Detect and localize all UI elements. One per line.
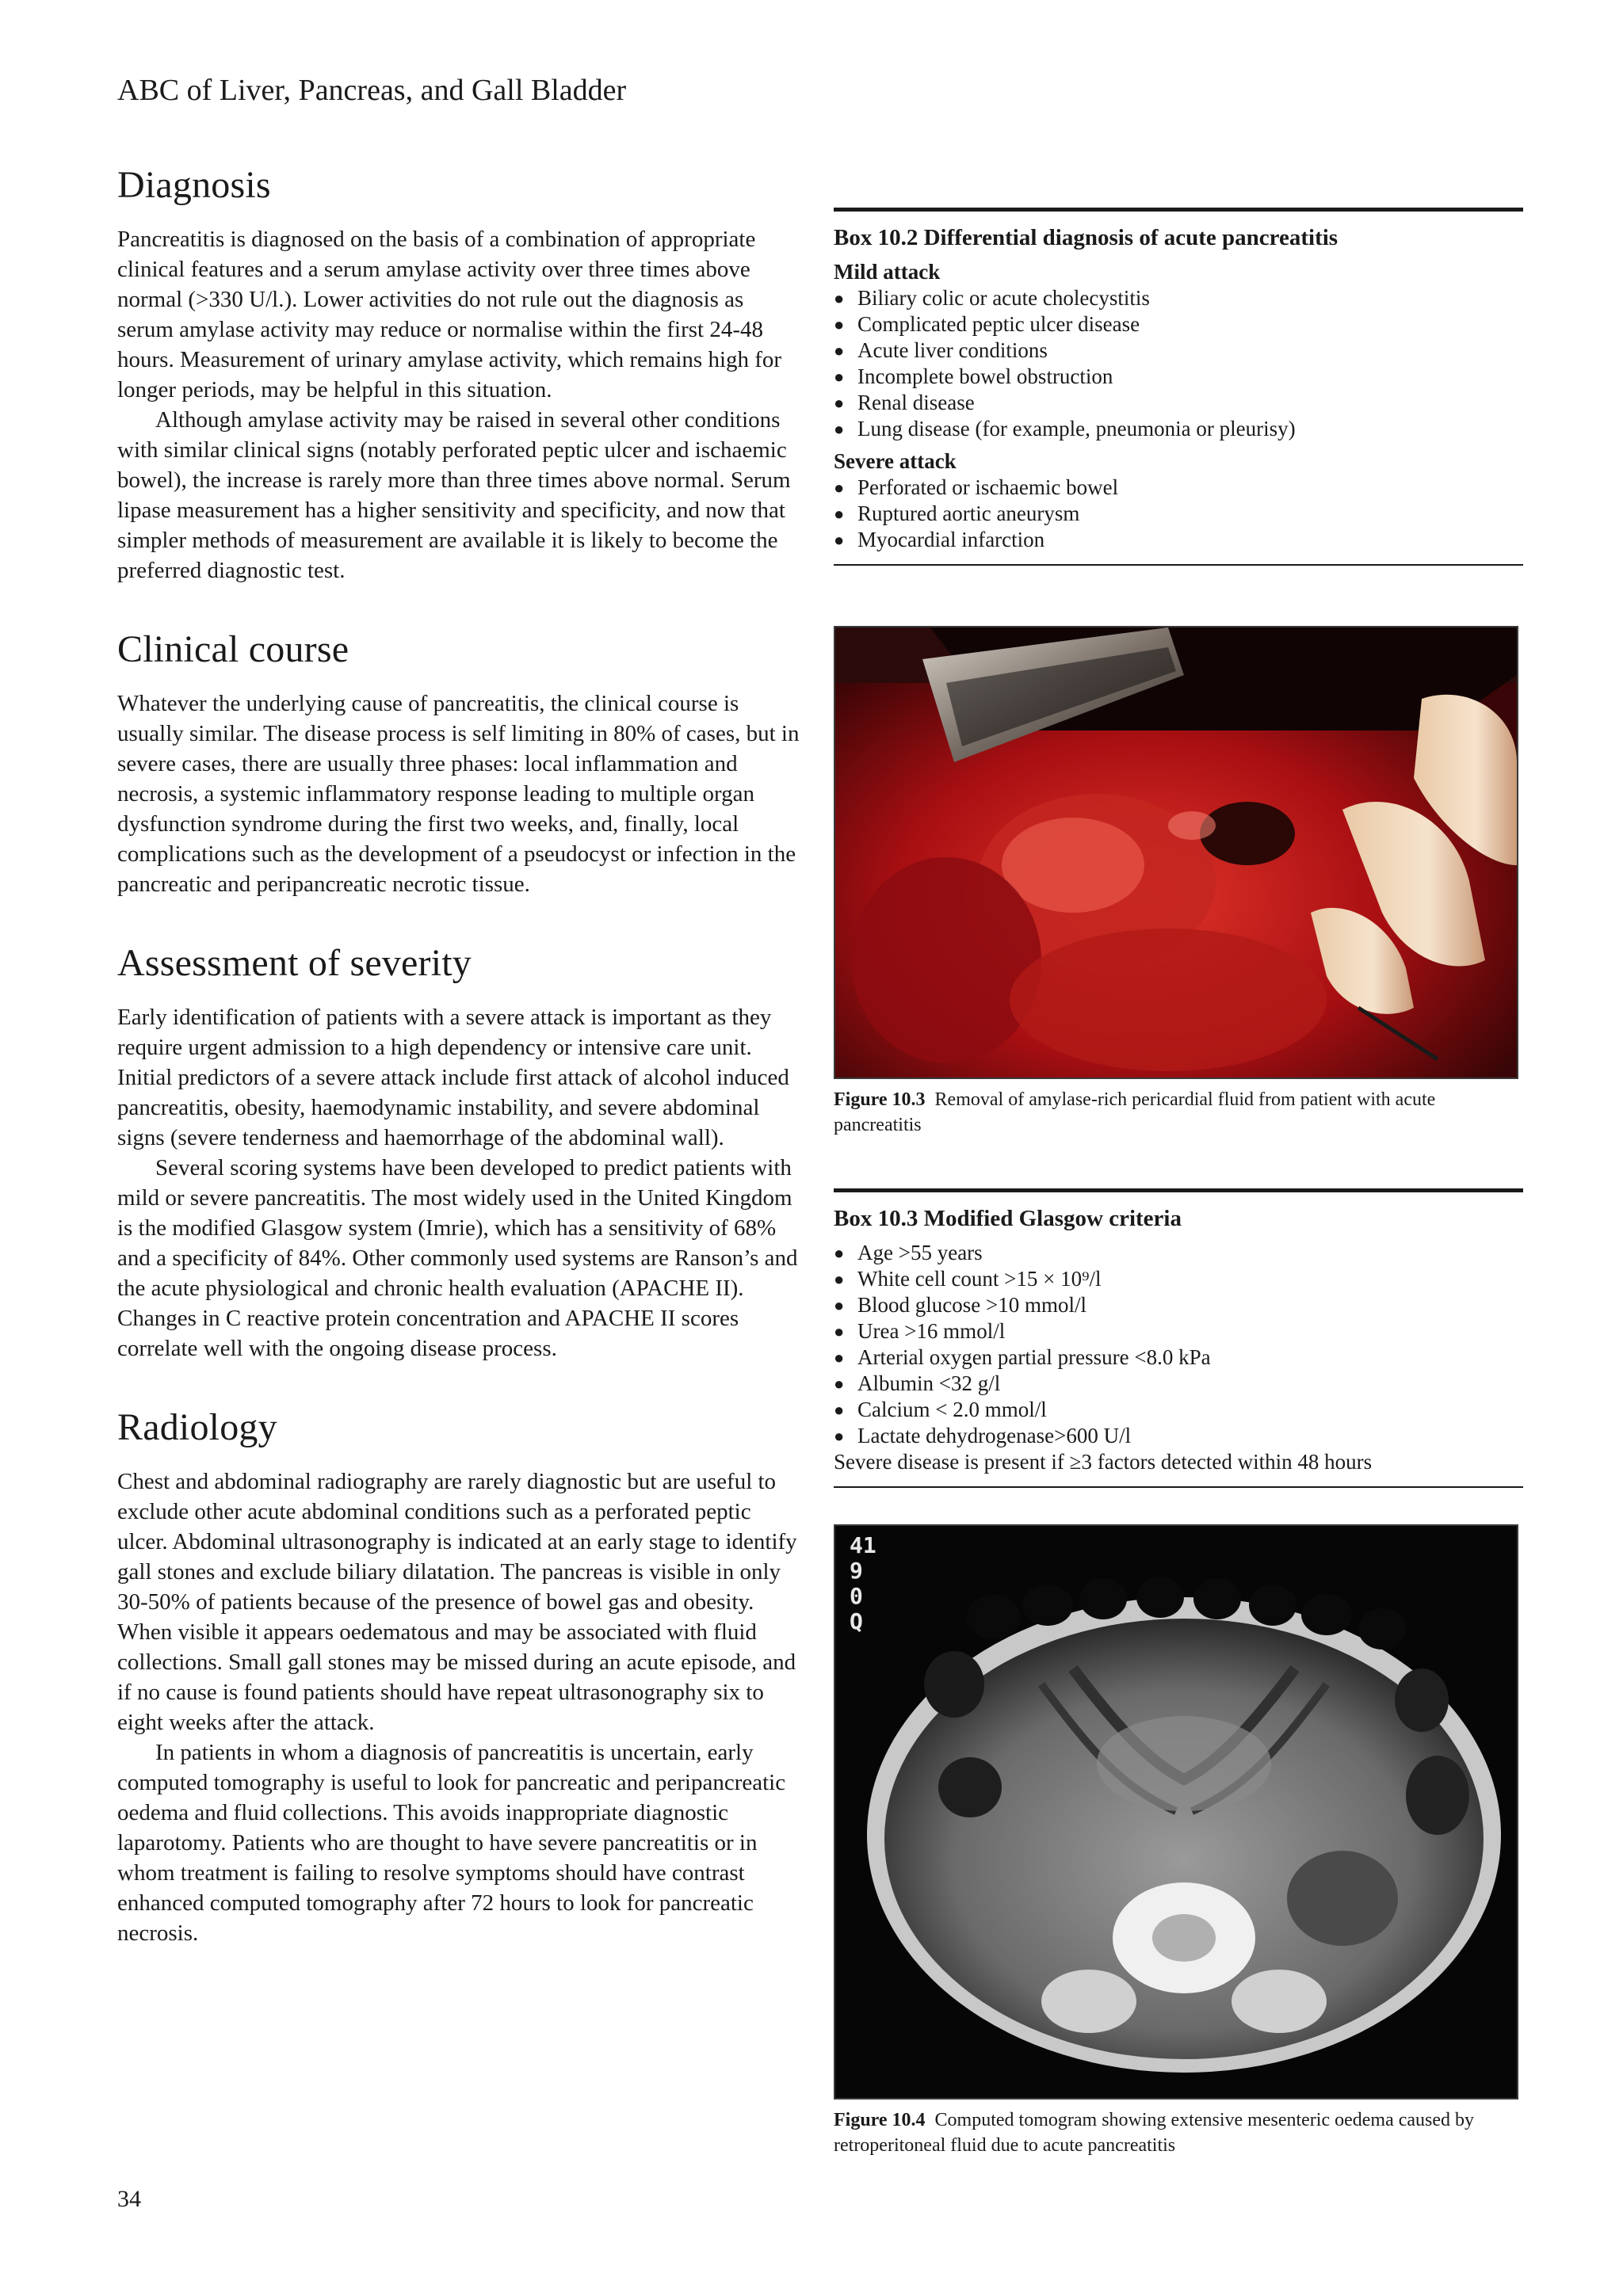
paragraph: Chest and abdominal radiography are rarely diagnostic but are useful to exclude other acute abdominal conditions such as a perforated peptic ulcer. Abdominal ultrasonography is indicated at an early stage to identify gall stones and exclude biliary dilatation. The pancreas is visible in only 30-50% of patients because of the presence of bowel gas and obesity. When visible it appears oedematous and may be associated with fluid collections. Small gall stones may be missed during an acute episode, and if no cause is found patients should have repeat ultrasonography six to eight weeks after the attack.: [117, 1469, 797, 1735]
list-item: ● Urea >16 mmol/l: [834, 1319, 1006, 1343]
figure-caption-text: Removal of amylase-rich pericardial fluid from patient with acute pancreatitis: [834, 1089, 1436, 1135]
side-column: [834, 208, 1523, 2158]
paragraph: Although amylase activity may be raised in several other conditions with similar clinical signs (notably perforated peptic ulcer and ischaemic bowel), the increase is rarely more than three times above normal. Serum lipase measurement has a higher sensitivity and specificity, and now that simpler methods of measurement are available it is likely to become the preferred diagnostic test.: [117, 407, 791, 583]
main-text-column: [117, 162, 804, 1948]
bullet-icon: ●: [834, 1348, 845, 1367]
section-clinical-course: [117, 627, 804, 899]
figure-10-3: [834, 626, 1523, 1138]
figure-caption: [834, 2107, 1523, 2158]
box-differential-diagnosis: [834, 208, 1523, 566]
paragraph: In patients in whom a diagnosis of pancreatitis is uncertain, early computed tomography is useful to look for pancreatic and peripancreatic oedema and fluid collections. This avoids inappropriate diagnostic laparotomy. Patients who are thought to have severe pancreatitis or in whom treatment is failing to resolve symptoms should have contrast enhanced computed tomography after 72 hours to look for pancreatic necrosis.: [117, 1740, 786, 1946]
bullet-icon: ●: [834, 367, 845, 387]
box-title: Box 10.2 Differential diagnosis of acute pancreatitis: [834, 225, 1338, 250]
section-radiology: [117, 1405, 804, 1948]
list-item: ● Perforated or ischaemic bowel: [834, 475, 1119, 499]
surgical-photo-illustration: [835, 627, 1517, 1077]
figure-label: Figure 10.4: [834, 2110, 926, 2130]
list-item: ● Age >55 years: [834, 1241, 983, 1264]
section-title-radiology: Radiology: [117, 1406, 277, 1448]
bullet-icon: ●: [834, 288, 845, 308]
ct-overlay-text: Q: [850, 1608, 863, 1634]
bullet-icon: ●: [834, 1243, 845, 1263]
ct-scan-illustration: [835, 1526, 1517, 2098]
list-item: ● Renal disease: [834, 391, 975, 414]
bullet-icon: ●: [834, 504, 845, 524]
figure-caption-text: Computed tomogram showing extensive mesenteric oedema caused by retroperitoneal fluid due to acute pancreatitis: [834, 2110, 1475, 2156]
bullet-icon: ●: [834, 1295, 845, 1315]
bullet-icon: ●: [834, 1374, 845, 1394]
bullet-icon: ●: [834, 1426, 845, 1446]
list-item: ● Albumin <32 g/l: [834, 1371, 1001, 1395]
ct-overlay-text: 0: [850, 1583, 863, 1609]
list-item: ● Myocardial infarction: [834, 528, 1045, 551]
running-head: ABC of Liver, Pancreas, and Gall Bladder: [117, 74, 627, 107]
section-title-assessment: Assessment of severity: [117, 942, 472, 984]
glasgow-criteria-list: [834, 1240, 1523, 1449]
list-item: ● Lactate dehydrogenase>600 U/l: [834, 1424, 1132, 1447]
page-number: 34: [117, 2186, 141, 2212]
box-note: Severe disease is present if ≥3 factors detected within 48 hours: [834, 1450, 1373, 1474]
paragraph: Whatever the underlying cause of pancreatitis, the clinical course is usually similar. The disease process is self limiting in 80% of cases, but in severe cases, there are usually three phases: local inflammation and necrosis, a systemic inflammatory response leading to multiple organ dysfunction syndrome during the first two weeks, and, finally, local complications such as the development of a pseudocyst or infection in the pancreatic and peripancreatic necrotic tissue.: [117, 691, 800, 897]
figure-10-4: [834, 1524, 1523, 2158]
list-item: ● White cell count >15 × 10⁹/l: [834, 1267, 1102, 1291]
bullet-icon: ●: [834, 1269, 845, 1289]
list-item: ● Blood glucose >10 mmol/l: [834, 1293, 1086, 1317]
box-subhead-severe: Severe attack: [834, 449, 957, 473]
section-assessment-of-severity: [117, 940, 804, 1363]
paragraph: Several scoring systems have been developed to predict patients with mild or severe pancreatitis. The most widely used in the United Kingdom is the modified Glasgow system (Imrie), which has a sensitivity of 68% and a specificity of 84%. Other commonly used systems are Ranson’s and the acute physiological and chronic health evaluation (APACHE II). Changes in C reactive protein concentration and APACHE II scores correlate well with the ongoing disease process.: [117, 1155, 798, 1361]
bullet-icon: ●: [834, 341, 845, 360]
mild-attack-list: [834, 285, 1523, 442]
bullet-icon: ●: [834, 1400, 845, 1420]
list-item: ● Ruptured aortic aneurysm: [834, 502, 1080, 525]
paragraph: Early identification of patients with a severe attack is important as they require urgent admission to a high dependency or intensive care unit. Initial predictors of a severe attack include first attack of alcohol induced pancreatitis, obesity, haemodynamic instability, and severe abdominal signs (severe tenderness and haemorrhage of the abdominal wall).: [117, 1005, 789, 1150]
list-item: ● Arterial oxygen partial pressure <8.0 kPa: [834, 1345, 1211, 1369]
list-item: ● Biliary colic or acute cholecystitis: [834, 286, 1150, 310]
figure-label: Figure 10.3: [834, 1089, 926, 1110]
ct-overlay-text: 9: [850, 1558, 863, 1584]
box-title: Box 10.3 Modified Glasgow criteria: [834, 1206, 1182, 1231]
list-item: ● Lung disease (for example, pneumonia or pleurisy): [834, 417, 1296, 441]
section-title-diagnosis: Diagnosis: [117, 164, 271, 206]
list-item: ● Calcium < 2.0 mmol/l: [834, 1398, 1047, 1421]
section-title-clinical-course: Clinical course: [117, 628, 349, 670]
ct-scan-image: [834, 1524, 1518, 2100]
list-item: ● Incomplete bowel obstruction: [834, 364, 1113, 388]
box-modified-glasgow-criteria: [834, 1188, 1523, 1488]
figure-caption: [834, 1087, 1523, 1138]
bullet-icon: ●: [834, 393, 845, 413]
list-item: ● Acute liver conditions: [834, 338, 1048, 362]
section-diagnosis: [117, 162, 804, 585]
bullet-icon: ●: [834, 530, 845, 550]
severe-attack-list: [834, 475, 1523, 553]
bullet-icon: ●: [834, 1322, 845, 1341]
box-subhead-mild: Mild attack: [834, 260, 941, 284]
paragraph: Pancreatitis is diagnosed on the basis of a combination of appropriate clinical features and a serum amylase activity over three times above normal (>330 U/l.). Lower activities do not rule out the diagnosis as serum amylase activity may reduce or normalise within the first 24-48 hours. Measurement of urinary amylase activity, which remains high for longer periods, may be helpful in this situation.: [117, 227, 782, 402]
bullet-icon: ●: [834, 478, 845, 498]
ct-overlay-text: 41: [850, 1532, 876, 1558]
bullet-icon: ●: [834, 315, 845, 334]
surgical-photo: [834, 626, 1518, 1079]
bullet-icon: ●: [834, 419, 845, 439]
list-item: ● Complicated peptic ulcer disease: [834, 312, 1140, 336]
